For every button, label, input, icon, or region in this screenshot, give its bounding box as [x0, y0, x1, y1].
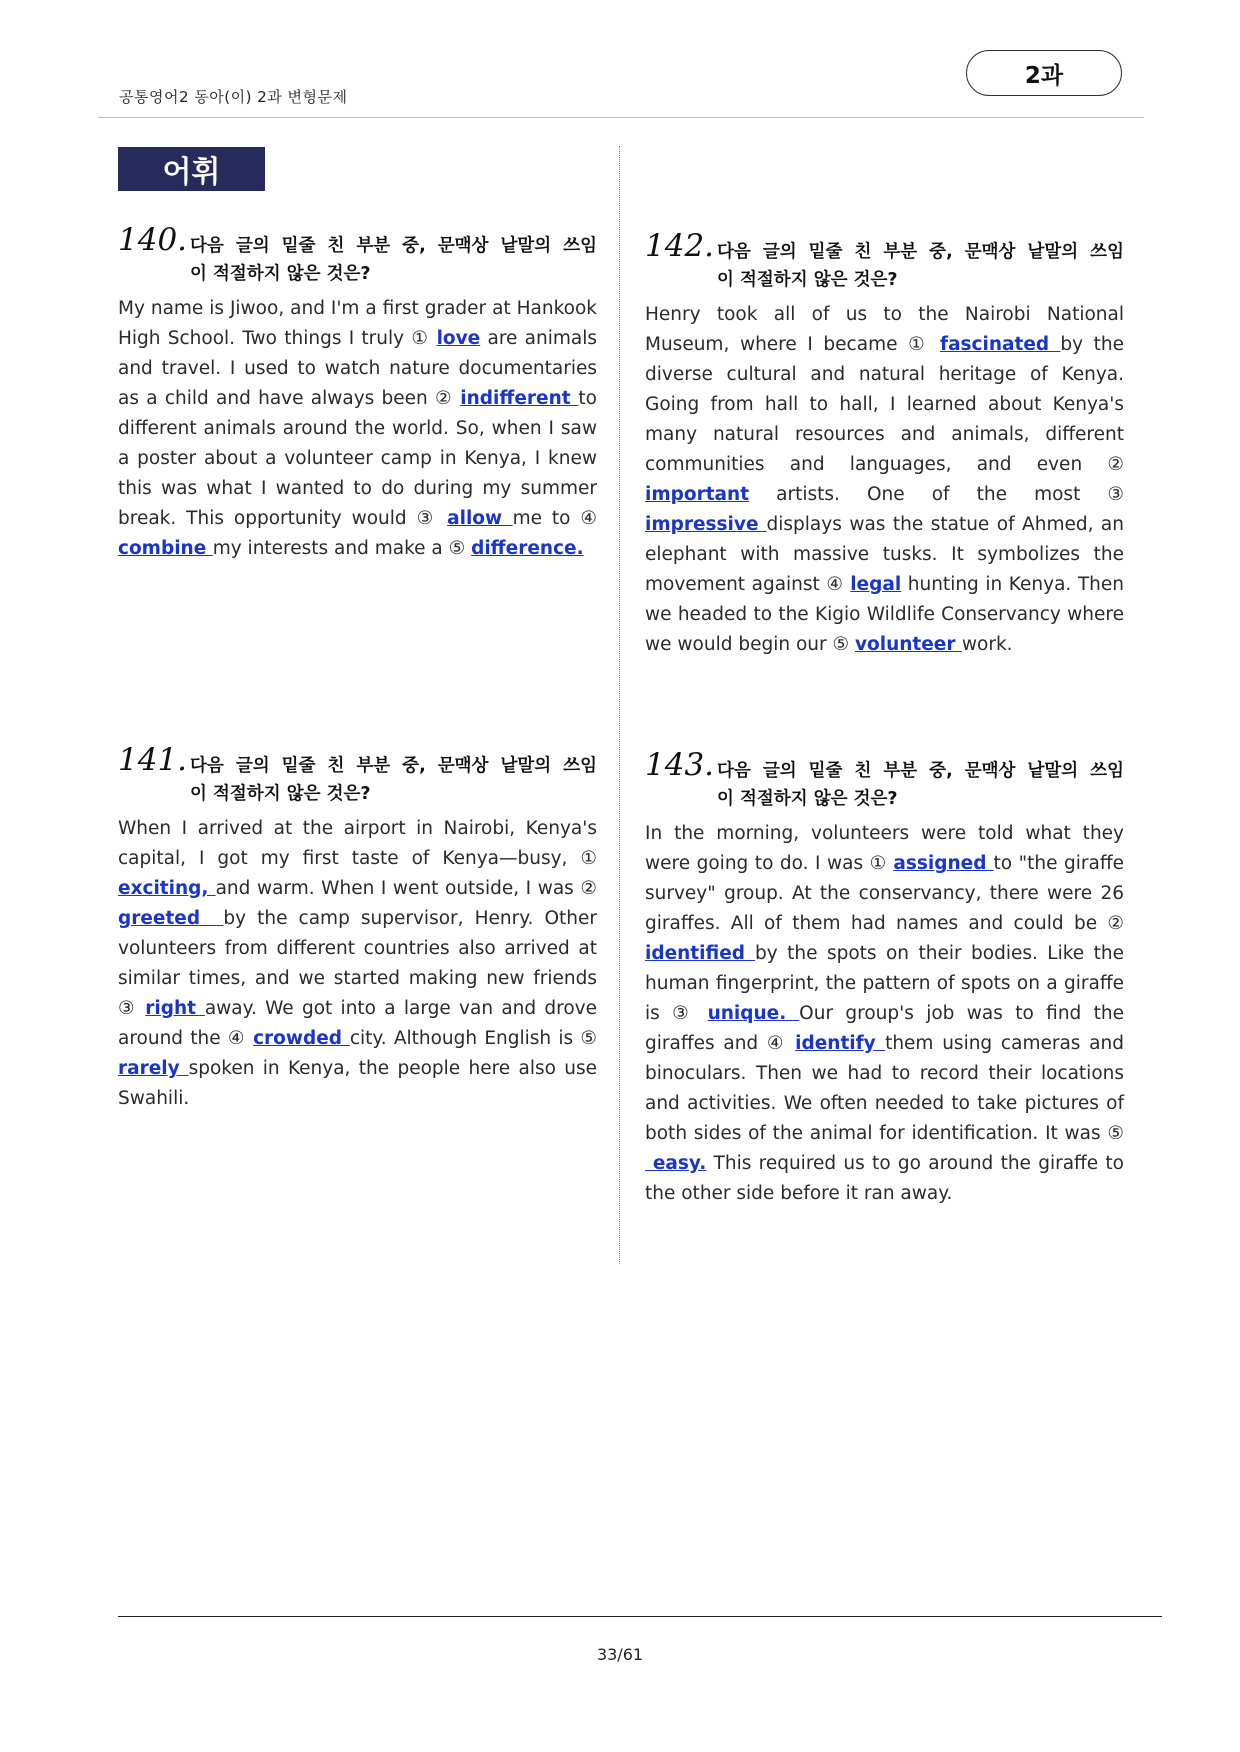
- question-passage: [645, 300, 1124, 660]
- passage-text: them using cameras and binoculars. Then we had to record their locations and activities. We often needed to take pictures of both sides of the animal for identification. It was ⑤: [645, 1033, 1124, 1144]
- header-divider: [98, 117, 1144, 118]
- passage-text: are animals and travel. I used to watch nature documentaries as a child and have always been ②: [118, 328, 597, 409]
- lesson-badge: [966, 50, 1122, 96]
- passage-text: city. Although English is ⑤: [349, 1028, 598, 1049]
- passage-text: and warm. When I went outside, I was ②: [215, 878, 597, 899]
- question-passage: [645, 819, 1124, 1209]
- question-header: [645, 747, 1124, 819]
- passage-text: Henry took all of us to the Nairobi National Museum, where I became ①: [645, 304, 1124, 355]
- passage-text: by the camp supervisor, Henry. Other volunteers from different countries also arrived at similar times, and we started making new friends ③: [118, 908, 597, 1019]
- footer-divider: [118, 1616, 1162, 1617]
- underlined-choice-5: rarely: [118, 1058, 189, 1079]
- passage-text: In the morning, volunteers were told what they were going to do. I was ①: [645, 823, 1124, 874]
- underlined-choice-5: difference.: [471, 538, 584, 559]
- question-prompt-continued: 이 적절하지 않은 것은?: [717, 789, 898, 809]
- passage-text: When I arrived at the airport in Nairobi, Kenya's capital, I got my first taste of Kenya—busy, ①: [118, 818, 597, 869]
- underlined-choice-4: crowded: [253, 1028, 350, 1049]
- question-number: 140.: [118, 222, 188, 258]
- section-title-text: 어휘: [162, 155, 221, 190]
- underlined-choice-5: easy.: [645, 1153, 707, 1174]
- passage-text: Our group's job was to find the giraffes and ④: [645, 1003, 1124, 1054]
- question-passage: [118, 814, 597, 1114]
- underlined-choice-4: identify: [795, 1033, 886, 1054]
- passage-text: displays was the statue of Ahmed, an elephant with massive tusks. It symbolizes the movement against ④: [645, 514, 1124, 595]
- underlined-choice-5: volunteer: [854, 634, 962, 655]
- section-title: [118, 147, 265, 191]
- question-number: 142.: [645, 228, 715, 264]
- question-prompt: 다음 글의 밑줄 친 부분 중, 문맥상 낱말의 쓰임: [190, 236, 597, 256]
- question-header: [645, 228, 1124, 300]
- passage-text: This required us to go around the giraffe to the other side before it ran away.: [645, 1153, 1125, 1204]
- question-passage: [118, 294, 597, 564]
- passage-text: by the diverse cultural and natural heritage of Kenya. Going from hall to hall, I learned about Kenya's many natural resources and animals, different communities and languages, and even ②: [645, 334, 1124, 475]
- question-header: [118, 222, 597, 294]
- document-header-title: 공통영어2 동아(이) 2과 변형문제: [119, 88, 348, 106]
- underlined-choice-2: indifferent: [460, 388, 579, 409]
- underlined-choice-1: love: [436, 328, 481, 349]
- question-prompt-continued: 이 적절하지 않은 것은?: [190, 784, 371, 804]
- question-prompt-continued: 이 적절하지 않은 것은?: [190, 264, 371, 284]
- underlined-choice-2: greeted: [118, 908, 224, 929]
- passage-text: away. We got into a large van and drove around the ④: [118, 998, 597, 1049]
- passage-text: by the spots on their bodies. Like the human fingerprint, the pattern of spots on a giraffe is ③: [645, 943, 1124, 1024]
- underlined-choice-1: assigned: [893, 853, 994, 874]
- underlined-choice-1: fascinated: [940, 334, 1061, 355]
- question-140: [118, 222, 597, 564]
- underlined-choice-2: important: [645, 484, 750, 505]
- passage-text: My name is Jiwoo, and I'm a first grader at Hankook High School. Two things I truly ①: [118, 298, 597, 349]
- passage-text: to "the giraffe survey" group. At the conservancy, there were 26 giraffes. All of them had names and could be ②: [645, 853, 1124, 934]
- passage-text: my interests and make a ⑤: [212, 538, 472, 559]
- passage-text: spoken in Kenya, the people here also use Swahili.: [118, 1058, 598, 1109]
- underlined-choice-3: right: [145, 998, 205, 1019]
- question-number: 143.: [645, 747, 715, 783]
- underlined-choice-2: identified: [645, 943, 755, 964]
- passage-text: artists. One of the most ③: [749, 484, 1124, 505]
- question-143: [645, 747, 1125, 1209]
- question-number: 141.: [118, 742, 188, 778]
- passage-text: to different animals around the world. So, when I saw a poster about a volunteer camp in Kenya, I knew this was what I wanted to do during my summer break. This opportunity would ③: [118, 388, 597, 529]
- underlined-choice-3: allow: [447, 508, 513, 529]
- question-prompt-continued: 이 적절하지 않은 것은?: [717, 270, 898, 290]
- lesson-label: 2과: [1024, 62, 1064, 89]
- question-prompt: 다음 글의 밑줄 친 부분 중, 문맥상 낱말의 쓰임: [717, 242, 1124, 262]
- underlined-choice-4: combine: [118, 538, 213, 559]
- passage-text: hunting in Kenya. Then we headed to the Kigio Wildlife Conservancy where we would begin our ⑤: [645, 574, 1124, 655]
- question-header: [118, 742, 597, 814]
- underlined-choice-4: legal: [850, 574, 902, 595]
- question-prompt: 다음 글의 밑줄 친 부분 중, 문맥상 낱말의 쓰임: [190, 756, 597, 776]
- question-142: [645, 228, 1124, 660]
- question-prompt: 다음 글의 밑줄 친 부분 중, 문맥상 낱말의 쓰임: [717, 761, 1124, 781]
- underlined-choice-1: exciting,: [118, 878, 216, 899]
- question-141: [118, 742, 598, 1114]
- page-number: 33/61: [596, 1645, 644, 1664]
- passage-text: me to ④: [512, 508, 597, 529]
- underlined-choice-3: unique.: [707, 1003, 800, 1024]
- underlined-choice-3: impressive: [645, 514, 767, 535]
- passage-text: work.: [961, 634, 1013, 655]
- column-divider: [619, 146, 620, 1264]
